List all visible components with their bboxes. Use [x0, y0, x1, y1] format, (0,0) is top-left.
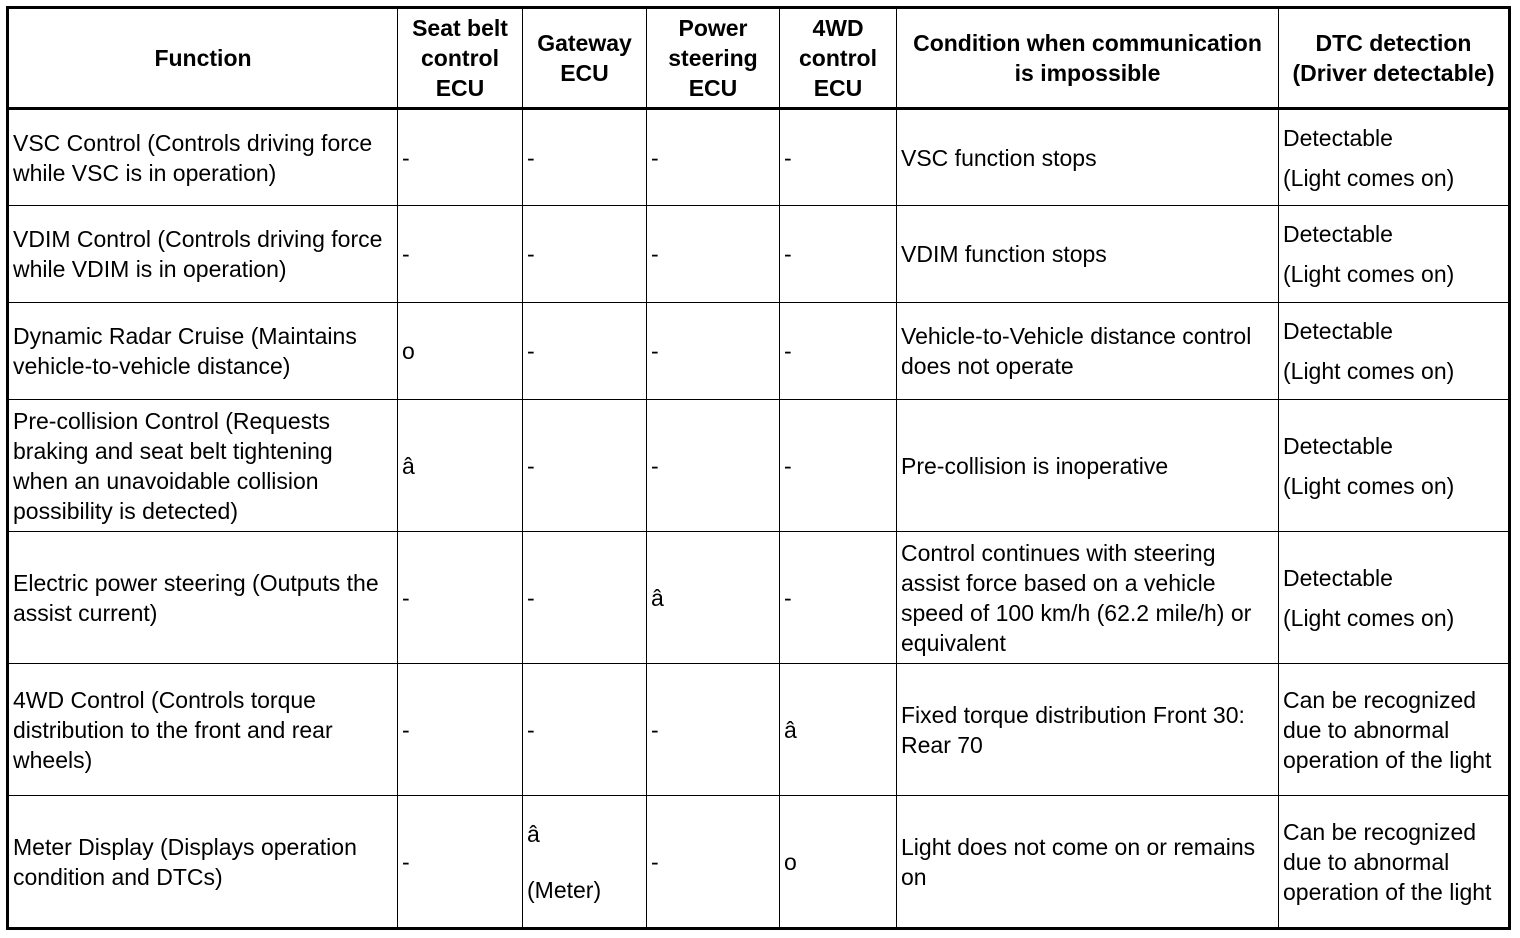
dtc-detectable: Detectable	[1283, 124, 1393, 151]
cell-gateway: -	[523, 400, 647, 532]
cell-condition: Vehicle-to-Vehicle distance control does not operate	[897, 303, 1279, 400]
cell-condition: Control continues with steering assist force based on a vehicle speed of 100 km/h (62.2 mile/h) or equivalent	[897, 532, 1279, 664]
dtc-stack	[1283, 563, 1504, 633]
cell-function: Meter Display (Displays operation condition and DTCs)	[8, 796, 398, 929]
cell-dtc	[1279, 303, 1510, 400]
header-power-steering-ecu: Power steering ECU	[647, 8, 780, 109]
gateway-meter-note: (Meter)	[527, 876, 602, 903]
cell-4wd: -	[780, 532, 897, 664]
header-dtc-detection: DTC detection (Driver detectable)	[1279, 8, 1510, 109]
cell-power-steering: â	[647, 532, 780, 664]
cell-dtc	[1279, 532, 1510, 664]
cell-seat-belt: -	[398, 109, 523, 206]
cell-function: 4WD Control (Controls torque distribution to the front and rear wheels)	[8, 664, 398, 796]
cell-seat-belt: -	[398, 532, 523, 664]
dtc-detectable: Detectable	[1283, 432, 1393, 459]
header-gateway-ecu: Gateway ECU	[523, 8, 647, 109]
dtc-detectable: Detectable	[1283, 318, 1393, 344]
cell-dtc	[1279, 400, 1510, 532]
table-row	[8, 400, 1510, 532]
header-row	[8, 8, 1510, 109]
cell-power-steering: -	[647, 796, 780, 929]
dtc-light-comes-on: (Light comes on)	[1283, 604, 1455, 631]
cell-dtc: Can be recognized due to abnormal operation of the light	[1279, 796, 1510, 929]
table-row	[8, 109, 1510, 206]
table-row	[8, 532, 1510, 664]
cell-seat-belt: o	[398, 303, 523, 400]
cell-power-steering: -	[647, 109, 780, 206]
cell-condition: VSC function stops	[897, 109, 1279, 206]
dtc-stack	[1283, 431, 1504, 501]
header-seat-belt-ecu: Seat belt control ECU	[398, 8, 523, 109]
cell-gateway: -	[523, 303, 647, 400]
cell-4wd: -	[780, 206, 897, 303]
cell-condition: Fixed torque distribution Front 30: Rear 70	[897, 664, 1279, 796]
cell-dtc	[1279, 206, 1510, 303]
cell-dtc: Can be recognized due to abnormal operation of the light	[1279, 664, 1510, 796]
dtc-detectable: Detectable	[1283, 221, 1393, 247]
cell-4wd: o	[780, 796, 897, 929]
cell-power-steering: -	[647, 206, 780, 303]
cell-4wd: -	[780, 400, 897, 532]
dtc-light-comes-on: (Light comes on)	[1283, 358, 1455, 384]
cell-seat-belt: â	[398, 400, 523, 532]
cell-condition: VDIM function stops	[897, 206, 1279, 303]
dtc-stack	[1283, 123, 1504, 193]
cell-gateway: -	[523, 206, 647, 303]
cell-condition: Pre-collision is inoperative	[897, 400, 1279, 532]
cell-gateway: -	[523, 109, 647, 206]
header-4wd-control-ecu: 4WD control ECU	[780, 8, 897, 109]
table-row	[8, 206, 1510, 303]
cell-gateway: -	[523, 532, 647, 664]
function-table	[6, 6, 1511, 930]
header-condition: Condition when communication is impossible	[897, 8, 1279, 109]
cell-function: Pre-collision Control (Requests braking and seat belt tightening when an unavoidable collision possibility is detected)	[8, 400, 398, 532]
cell-power-steering: -	[647, 400, 780, 532]
cell-function: Electric power steering (Outputs the assist current)	[8, 532, 398, 664]
table-row	[8, 664, 1510, 796]
cell-power-steering: -	[647, 303, 780, 400]
table-row	[8, 796, 1510, 929]
cell-seat-belt: -	[398, 664, 523, 796]
cell-gateway	[523, 796, 647, 929]
dtc-light-comes-on: (Light comes on)	[1283, 261, 1455, 287]
gateway-mark: â	[527, 820, 540, 847]
dtc-stack	[1283, 219, 1504, 289]
cell-4wd: -	[780, 109, 897, 206]
cell-4wd: â	[780, 664, 897, 796]
cell-4wd: -	[780, 303, 897, 400]
cell-dtc	[1279, 109, 1510, 206]
cell-seat-belt: -	[398, 206, 523, 303]
cell-seat-belt: -	[398, 796, 523, 929]
cell-power-steering: -	[647, 664, 780, 796]
header-function: Function	[8, 8, 398, 109]
dtc-light-comes-on: (Light comes on)	[1283, 164, 1455, 191]
cell-function: VSC Control (Controls driving force while VSC is in operation)	[8, 109, 398, 206]
cell-function: Dynamic Radar Cruise (Maintains vehicle-to-vehicle distance)	[8, 303, 398, 400]
table-row	[8, 303, 1510, 400]
dtc-stack	[1283, 316, 1504, 386]
cell-condition: Light does not come on or remains on	[897, 796, 1279, 929]
dtc-light-comes-on: (Light comes on)	[1283, 472, 1455, 499]
dtc-detectable: Detectable	[1283, 564, 1393, 591]
cell-function: VDIM Control (Controls driving force while VDIM is in operation)	[8, 206, 398, 303]
cell-gateway: -	[523, 664, 647, 796]
